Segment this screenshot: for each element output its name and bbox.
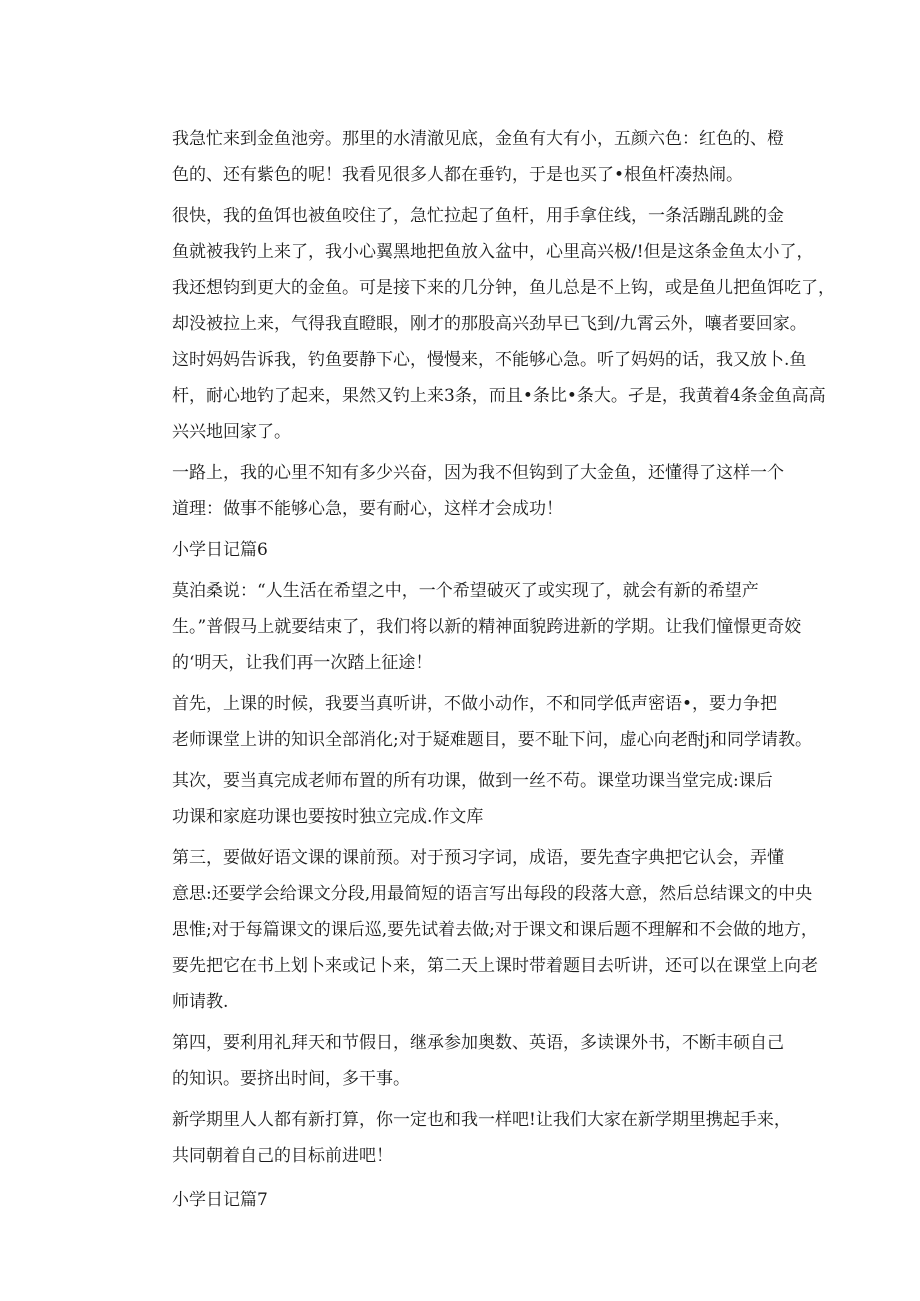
paragraph-fourth-plan [137,1025,787,1097]
section-heading-diary-7: 小学日记篇7 [172,1190,268,1210]
paragraph-second-plan [137,763,787,835]
text-line: 很快，我的鱼饵也被鱼咬住了，急忙拉起了鱼杆，用手拿住线，一条活蹦乱跳的金 [172,206,784,226]
paragraph-lesson-learned [137,455,787,527]
text-line: 思惟;对于每篇课文的课后巡,要先试着去做;对于课文和课后题不理解和不会做的地方， [172,920,818,940]
paragraph-third-plan [137,840,818,1020]
text-line: 一路上，我的心里不知有多少兴奋，因为我不但钩到了大金鱼，还懂得了这样一个 [172,463,784,483]
text-line: 这时妈妈告诉我，钓鱼要静下心，慢慢来，不能够心急。听了妈妈的话，我又放卜.鱼 [172,350,807,370]
text-line: 莫泊桑说：“人生活在希望之中，一个希望破灭了或实现了，就会有新的希望产 [172,581,759,601]
text-line: 的知识。要挤出时间，多干事。 [172,1069,410,1089]
text-line: 老师课堂上讲的知识全部消化;对于疑难题目，要不耻下问，虚心向老酎j和同学请教。 [172,730,812,750]
paragraph-maupassant-quote [137,573,802,681]
paragraph-closing [137,1102,791,1174]
paragraph-first-plan [137,686,812,758]
text-line: 第四，要利用礼拜天和节假日，继承参加奥数、英语，多读课外书，不断丰硕自己 [172,1033,784,1053]
text-line: 鱼就被我钓上来了，我小心翼黑地把鱼放入盆中，心里高兴极/!但是这条金鱼太小了， [172,242,814,262]
text-line: 首先，上课的时候，我要当真听讲，不做小动作，不和同学低声密语•，要力争把 [172,694,778,714]
text-line: 我急忙来到金鱼池旁。那里的水清澈见底，金鱼有大有小，五颜六色：红色的、橙 [172,129,784,149]
text-line: 意思:还要学会给课文分段,用最简短的语言写出每段的段落大意，然后总结课文的中央 [172,884,813,904]
text-line: 兴兴地回家了。 [172,422,291,442]
text-line: 道理：做事不能够心急，要有耐心，这样才会成功！ [172,499,563,519]
text-line: 色的、还有紫色的呢！我看见很多人都在垂钓，于是也买了•根鱼杆凑热闹。 [172,165,744,185]
text-line: 我还想钧到更大的金鱼。可是接下来的几分钟，鱼儿总是不上钩，或是鱼儿把鱼饵吃了， [172,278,835,298]
text-line: 共同朝着自己的目标前进吧！ [172,1146,393,1166]
paragraph-fishing-story [137,198,835,450]
text-line: 其次，要当真完成老师布置的所有功课，做到一丝不苟。课堂功课当堂完成:课后 [172,771,773,791]
text-line: 杆，耐心地钓了起来，果然又钓上来3条，而且•条比•条大。孑是，我黄着4条金鱼高高 [172,386,826,406]
section-heading-diary-6: 小学日记篇6 [172,540,268,560]
text-line: 的‘明天，让我们再一次踏上征途！ [172,653,433,673]
paragraph-goldfish-pond [137,121,787,193]
document-body [137,121,835,1223]
text-line: 新学期里人人都有新打算，你一定也和我一样吧!让我们大家在新学期里携起手来， [172,1110,791,1130]
text-line: 功课和家庭功课也要按时独立完成.作文库 [172,807,484,827]
text-line: 师请教. [172,992,229,1012]
text-line: 生。”普假马上就要结束了，我们将以新的精神面貌跨进新的学期。让我们憧憬更奇姣 [172,617,802,637]
text-line: 却没被拉上来，气得我直瞪眼，刚才的那股高兴劲早已飞到/九霄云外，嚷者要回家。 [172,314,807,334]
text-line: 第三，要做好语文课的课前预。对于预习字词，成语，要先查字典把它认会，弄懂 [172,848,784,868]
text-line: 要先把它在书上划卜来或记卜来，第二天上课时带着题目去听讲，还可以在课堂上向老 [172,956,818,976]
